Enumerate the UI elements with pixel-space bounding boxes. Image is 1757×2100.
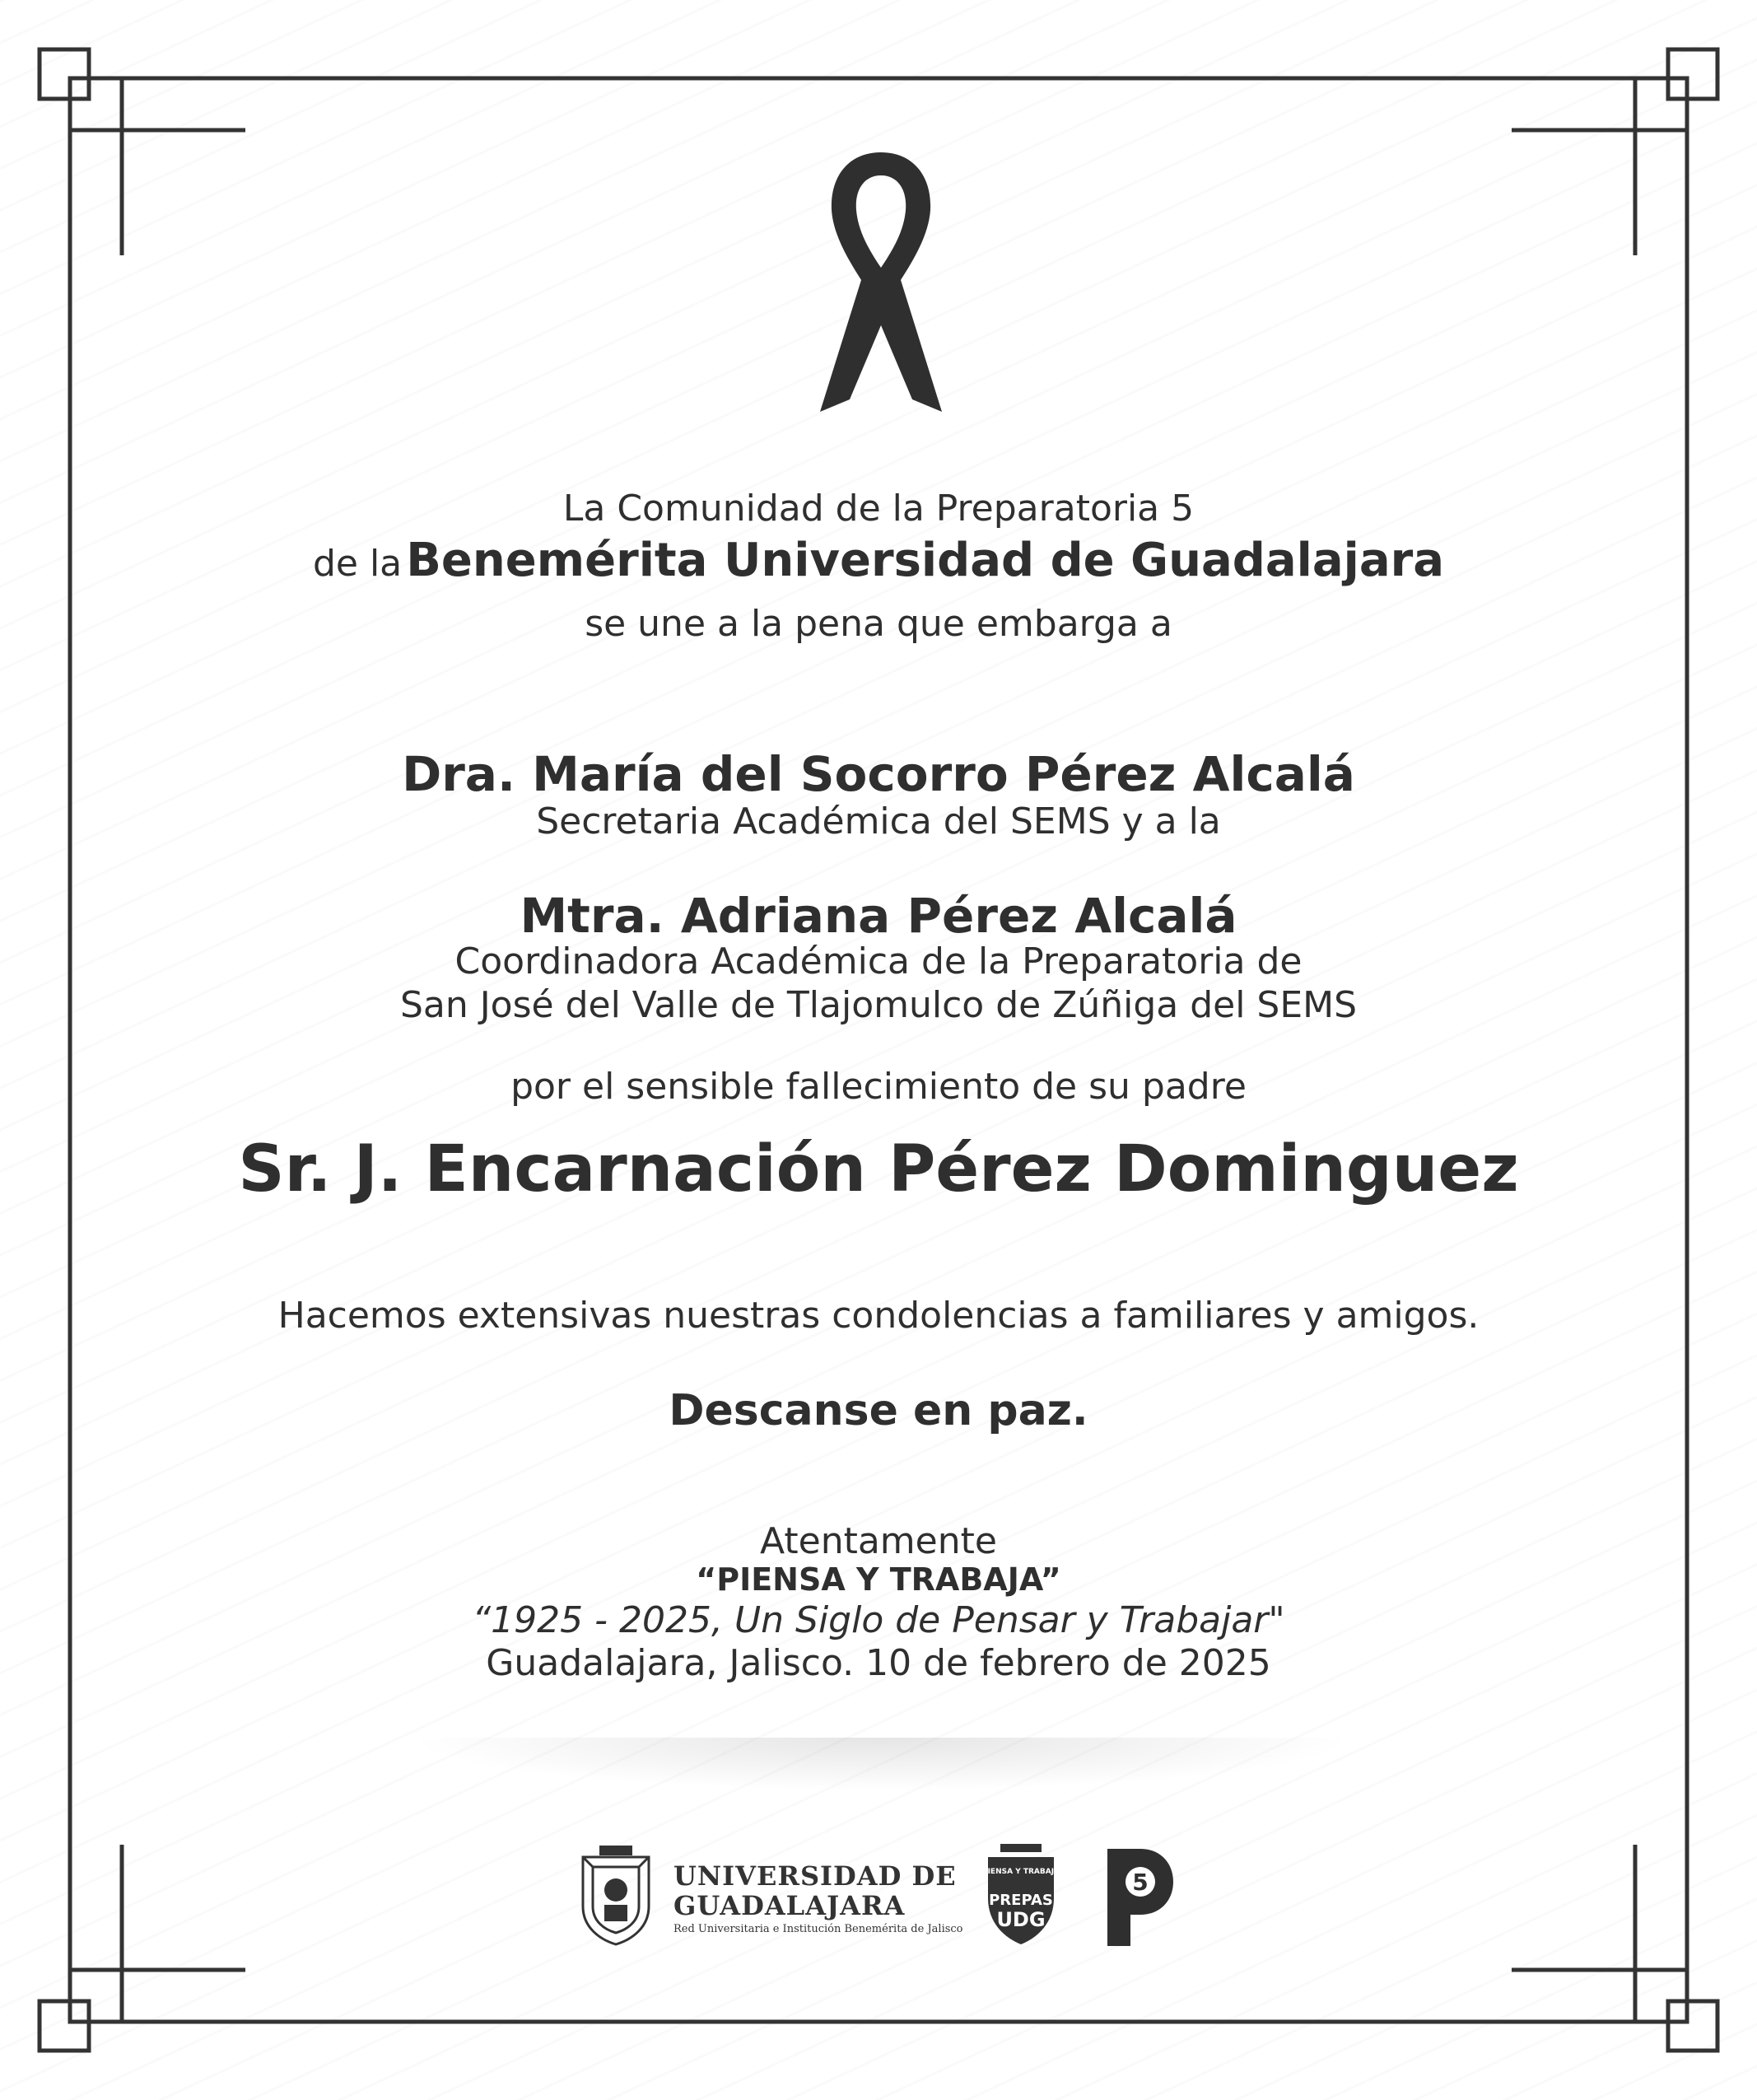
prepas-top-text: PIENSA Y TRABAJA: [981, 1868, 1060, 1876]
preparatoria-5-logo: [1107, 1849, 1173, 1948]
person2-role-line2: San José del Valle de Tlajomulco de Zúñiga del SEMS: [399, 984, 1358, 1026]
community-line: La Comunidad de la Preparatoria 5: [562, 488, 1195, 530]
reason-line: por el sensible fallecimiento de su padre: [510, 1066, 1247, 1108]
closing-motto: “PIENSA Y TRABAJA”: [696, 1561, 1061, 1598]
university-line: [0, 534, 1757, 587]
person1-name: Dra. María del Socorro Pérez Alcalá: [402, 746, 1355, 802]
divider-shadow: [371, 1738, 1391, 1795]
udg-seal-logo: [575, 1841, 657, 1948]
closing-century: “1925 - 2025, Un Siglo de Pensar y Trabajar": [472, 1599, 1285, 1641]
person2-name: Mtra. Adriana Pérez Alcalá: [520, 888, 1237, 944]
rip-line: Descanse en paz.: [669, 1386, 1088, 1435]
closing-atentamente: Atentamente: [760, 1520, 997, 1562]
joins-grief-line: se une a la pena que embarga a: [585, 603, 1172, 645]
person1-role: Secretaria Académica del SEMS y a la: [536, 800, 1221, 842]
condolences-line: Hacemos extensivas nuestras condolencias a familiares y amigos.: [277, 1295, 1480, 1337]
prepas-bottom-text: UDG: [996, 1908, 1046, 1931]
university-name: Benemérita Universidad de Guadalajara: [406, 534, 1445, 587]
prepas-mid-text: PREPAS: [989, 1892, 1053, 1909]
university-prefix: de la: [312, 543, 403, 585]
person2-role-line1: Coordinadora Académica de la Preparatoria de: [454, 940, 1303, 982]
prepas-udg-logo: [976, 1841, 1066, 1948]
closing-place-date: Guadalajara, Jalisco. 10 de febrero de 2025: [486, 1642, 1271, 1684]
udg-line1: UNIVERSIDAD DE: [673, 1860, 957, 1892]
udg-line2: GUADALAJARA: [673, 1890, 906, 1921]
p5-number: 5: [1132, 1869, 1149, 1896]
deceased-name: Sr. J. Encarnación Pérez Dominguez: [238, 1132, 1519, 1206]
udg-wordmark: [673, 1861, 963, 1937]
udg-tagline: Red Universitaria e Institución Benemérita de Jalisco: [673, 1923, 963, 1935]
